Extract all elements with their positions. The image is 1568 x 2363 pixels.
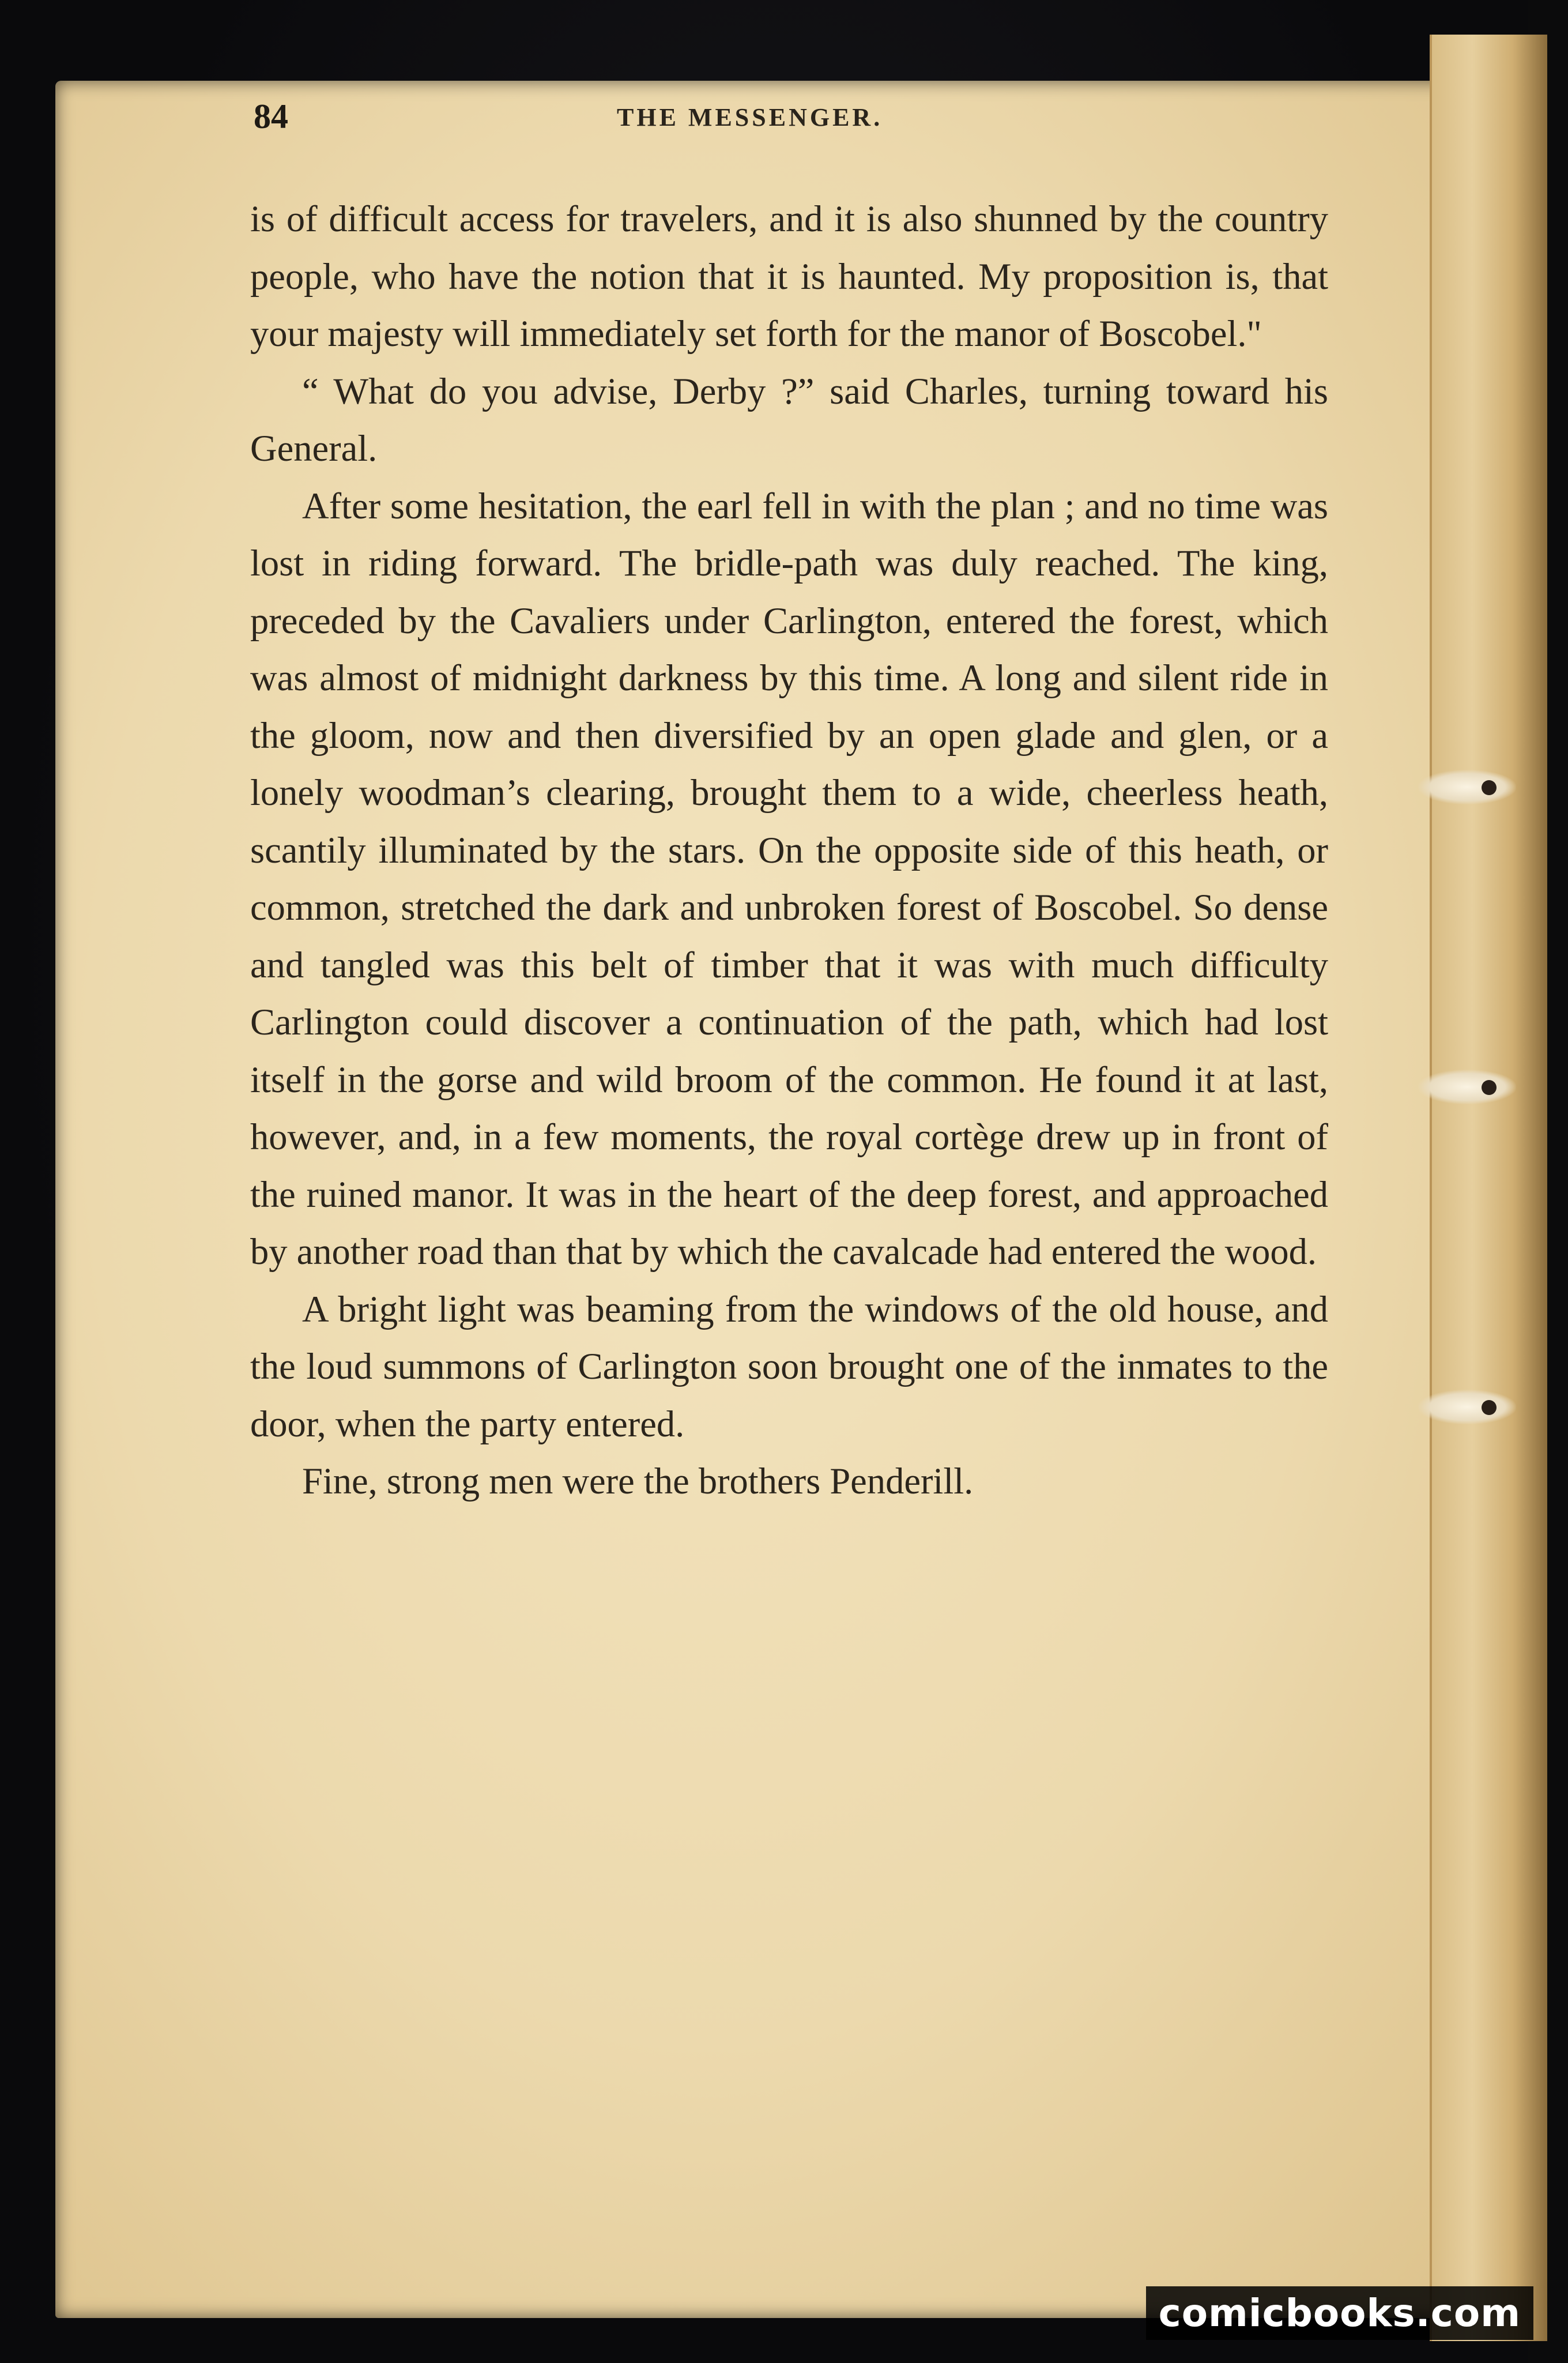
page-number: 84 bbox=[254, 97, 288, 136]
paragraph: “ What do you advise, Derby ?” said Charles, turning toward his General. bbox=[250, 370, 1328, 469]
paragraph: A bright light was beaming from the windows of the old house, and the loud summons of Carlington soon brought one of the inmates to the door, when the party entered. bbox=[250, 1288, 1328, 1444]
running-head bbox=[254, 97, 1337, 160]
paragraph: Fine, strong men were the brothers Penderill. bbox=[302, 1461, 974, 1502]
paragraph: After some hesitation, the earl fell in with the plan ; and no time was lost in riding forward. The bridle-path was duly reached. The king, preceded by the Cavaliers under Carlington, entered the forest, which was almost of midnight darkness by this time. A long and silent ride in the gloom, now and then diversified by an open glade and glen, or a lonely woodman’s clearing, brought them to a wide, cheerless heath, scantily illuminated by the stars. On the opposite side of this heath, or common, stretched the dark and unbroken forest of Boscobel. So dense and tangled was this belt of timber that it was with much difficulty Carlington could discover a continuation of the path, which had lost itself in the gorse and wild broom of the common. He found it at last, however, and, in a few moments, the royal cortège drew up in front of the ruined manor. It was in the heart of the deep forest, and approached by another road than that by which the cavalcade had entered the wood. bbox=[250, 485, 1328, 1272]
binding-stitch-hole bbox=[1418, 1070, 1516, 1104]
binding-stitch-hole bbox=[1418, 1390, 1516, 1424]
site-watermark: comicbooks.com bbox=[1146, 2286, 1533, 2340]
body-text bbox=[250, 190, 1328, 1510]
paragraph: is of difficult access for travelers, and it is also shunned by the country people, who have the notion that it is haunted. My proposition is, that your majesty will immediately set forth for the manor of Boscobel." bbox=[250, 198, 1328, 354]
page-gutter bbox=[1430, 35, 1547, 2341]
running-title: THE MESSENGER. bbox=[617, 103, 883, 131]
binding-stitch-hole bbox=[1418, 770, 1516, 804]
